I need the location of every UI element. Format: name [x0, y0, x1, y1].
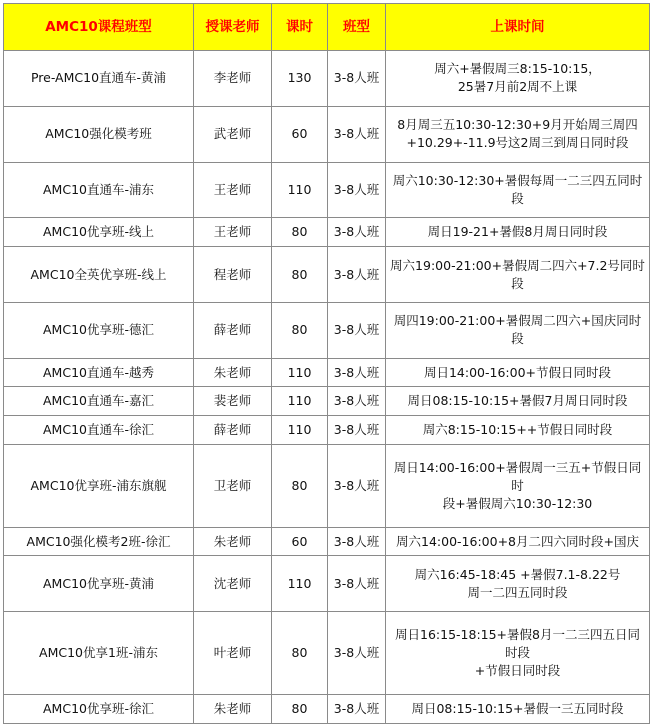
course-cell: AMC10直通车-嘉汇: [4, 387, 194, 416]
header-course: AMC10课程班型: [4, 4, 194, 51]
hours-cell: 110: [272, 416, 328, 445]
teacher-cell: 武老师: [194, 106, 272, 162]
teacher-cell: 李老师: [194, 51, 272, 107]
schedule-line: 周日08:15-10:15+暑假7月周日同时段: [407, 393, 628, 409]
schedule-cell: [386, 416, 650, 445]
schedule-cell: [386, 387, 650, 416]
schedule-line: 周四19:00-21:00+暑假周二四六+国庆同时段: [393, 313, 642, 347]
teacher-cell: 王老师: [194, 162, 272, 218]
table-row: [4, 527, 650, 556]
schedule-line: 25暑7月前2周不上课: [457, 79, 578, 95]
class-size-cell: 3-8人班: [328, 51, 386, 107]
schedule-line: 周日08:15-10:15+暑假一三五同时段: [411, 701, 624, 717]
course-cell: AMC10优享班-线上: [4, 218, 194, 247]
course-cell: AMC10直通车-徐汇: [4, 416, 194, 445]
hours-cell: 80: [272, 302, 328, 358]
teacher-cell: 薛老师: [194, 416, 272, 445]
table-row: [4, 387, 650, 416]
header-teacher: 授课老师: [194, 4, 272, 51]
hours-cell: 60: [272, 527, 328, 556]
teacher-cell: 朱老师: [194, 695, 272, 724]
teacher-cell: 沈老师: [194, 556, 272, 612]
class-size-cell: 3-8人班: [328, 162, 386, 218]
class-size-cell: 3-8人班: [328, 302, 386, 358]
table-row: [4, 162, 650, 218]
header-class-size: 班型: [328, 4, 386, 51]
schedule-cell: [386, 51, 650, 107]
table-row: [4, 416, 650, 445]
class-size-cell: 3-8人班: [328, 247, 386, 303]
class-size-cell: 3-8人班: [328, 556, 386, 612]
schedule-line: 周六14:00-16:00+8月二四六同时段+国庆: [396, 533, 639, 549]
hours-cell: 110: [272, 387, 328, 416]
schedule-cell: [386, 162, 650, 218]
course-cell: AMC10直通车-越秀: [4, 358, 194, 387]
class-size-cell: 3-8人班: [328, 106, 386, 162]
teacher-cell: 裴老师: [194, 387, 272, 416]
hours-cell: 110: [272, 162, 328, 218]
schedule-line: 8月周三五10:30-12:30+9月开始周三周四: [397, 117, 638, 133]
table-row: [4, 358, 650, 387]
class-size-cell: 3-8人班: [328, 358, 386, 387]
schedule-cell: [386, 612, 650, 695]
class-size-cell: 3-8人班: [328, 387, 386, 416]
teacher-cell: 卫老师: [194, 444, 272, 527]
course-cell: AMC10强化模考2班-徐汇: [4, 527, 194, 556]
hours-cell: 110: [272, 556, 328, 612]
schedule-cell: [386, 106, 650, 162]
schedule-line: 周一二四五同时段: [467, 584, 568, 600]
class-size-cell: 3-8人班: [328, 218, 386, 247]
schedule-cell: [386, 695, 650, 724]
schedule-line: 周六19:00-21:00+暑假周二四六+7.2号同时段: [390, 257, 645, 291]
course-cell: AMC10优享班-黄浦: [4, 556, 194, 612]
class-size-cell: 3-8人班: [328, 612, 386, 695]
course-cell: AMC10优享班-徐汇: [4, 695, 194, 724]
teacher-cell: 朱老师: [194, 358, 272, 387]
hours-cell: 60: [272, 106, 328, 162]
schedule-cell: [386, 358, 650, 387]
teacher-cell: 王老师: [194, 218, 272, 247]
table-row: [4, 612, 650, 695]
schedule-line: 周六8:15-10:15++节假日同时段: [422, 421, 613, 437]
schedule-line: 周日14:00-16:00+节假日同时段: [423, 364, 612, 380]
table-row: [4, 247, 650, 303]
schedule-line: 段+暑假周六10:30-12:30: [442, 495, 593, 511]
schedule-line: 周日19-21+暑假8月周日同时段: [427, 224, 608, 240]
table-row: [4, 444, 650, 527]
schedule-cell: [386, 218, 650, 247]
schedule-cell: [386, 444, 650, 527]
hours-cell: 80: [272, 444, 328, 527]
hours-cell: 130: [272, 51, 328, 107]
schedule-line: 周日16:15-18:15+暑假8月一二三四五日同时段: [395, 627, 640, 661]
schedule-line: +10.29+-11.9号这2周三到周日同时段: [406, 135, 629, 151]
course-schedule-table: [3, 3, 650, 724]
table-row: [4, 556, 650, 612]
hours-cell: 80: [272, 695, 328, 724]
class-size-cell: 3-8人班: [328, 416, 386, 445]
course-cell: AMC10优享班-德汇: [4, 302, 194, 358]
table-body: [4, 51, 650, 724]
table-row: [4, 51, 650, 107]
teacher-cell: 朱老师: [194, 527, 272, 556]
hours-cell: 110: [272, 358, 328, 387]
course-cell: AMC10优享1班-浦东: [4, 612, 194, 695]
teacher-cell: 程老师: [194, 247, 272, 303]
table-row: [4, 106, 650, 162]
schedule-line: 周六16:45-18:45 +暑假7.1-8.22号: [414, 566, 621, 582]
schedule-cell: [386, 527, 650, 556]
course-cell: AMC10直通车-浦东: [4, 162, 194, 218]
schedule-line: 周六+暑假周三8:15-10:15，: [434, 61, 601, 77]
hours-cell: 80: [272, 612, 328, 695]
header-schedule: 上课时间: [386, 4, 650, 51]
class-size-cell: 3-8人班: [328, 444, 386, 527]
table-row: [4, 302, 650, 358]
course-cell: Pre-AMC10直通车-黄浦: [4, 51, 194, 107]
hours-cell: 80: [272, 218, 328, 247]
class-size-cell: 3-8人班: [328, 695, 386, 724]
teacher-cell: 叶老师: [194, 612, 272, 695]
schedule-cell: [386, 556, 650, 612]
schedule-cell: [386, 247, 650, 303]
table-row: [4, 695, 650, 724]
course-cell: AMC10优享班-浦东旗舰: [4, 444, 194, 527]
schedule-line: +节假日同时段: [474, 663, 561, 679]
schedule-line: 周六10:30-12:30+暑假每周一二三四五同时段: [392, 173, 643, 207]
teacher-cell: 薛老师: [194, 302, 272, 358]
header-row: [4, 4, 650, 51]
header-hours: 课时: [272, 4, 328, 51]
hours-cell: 80: [272, 247, 328, 303]
table-row: [4, 218, 650, 247]
class-size-cell: 3-8人班: [328, 527, 386, 556]
course-cell: AMC10强化模考班: [4, 106, 194, 162]
schedule-cell: [386, 302, 650, 358]
schedule-line: 周日14:00-16:00+暑假周一三五+节假日同时: [393, 459, 642, 493]
course-cell: AMC10全英优享班-线上: [4, 247, 194, 303]
